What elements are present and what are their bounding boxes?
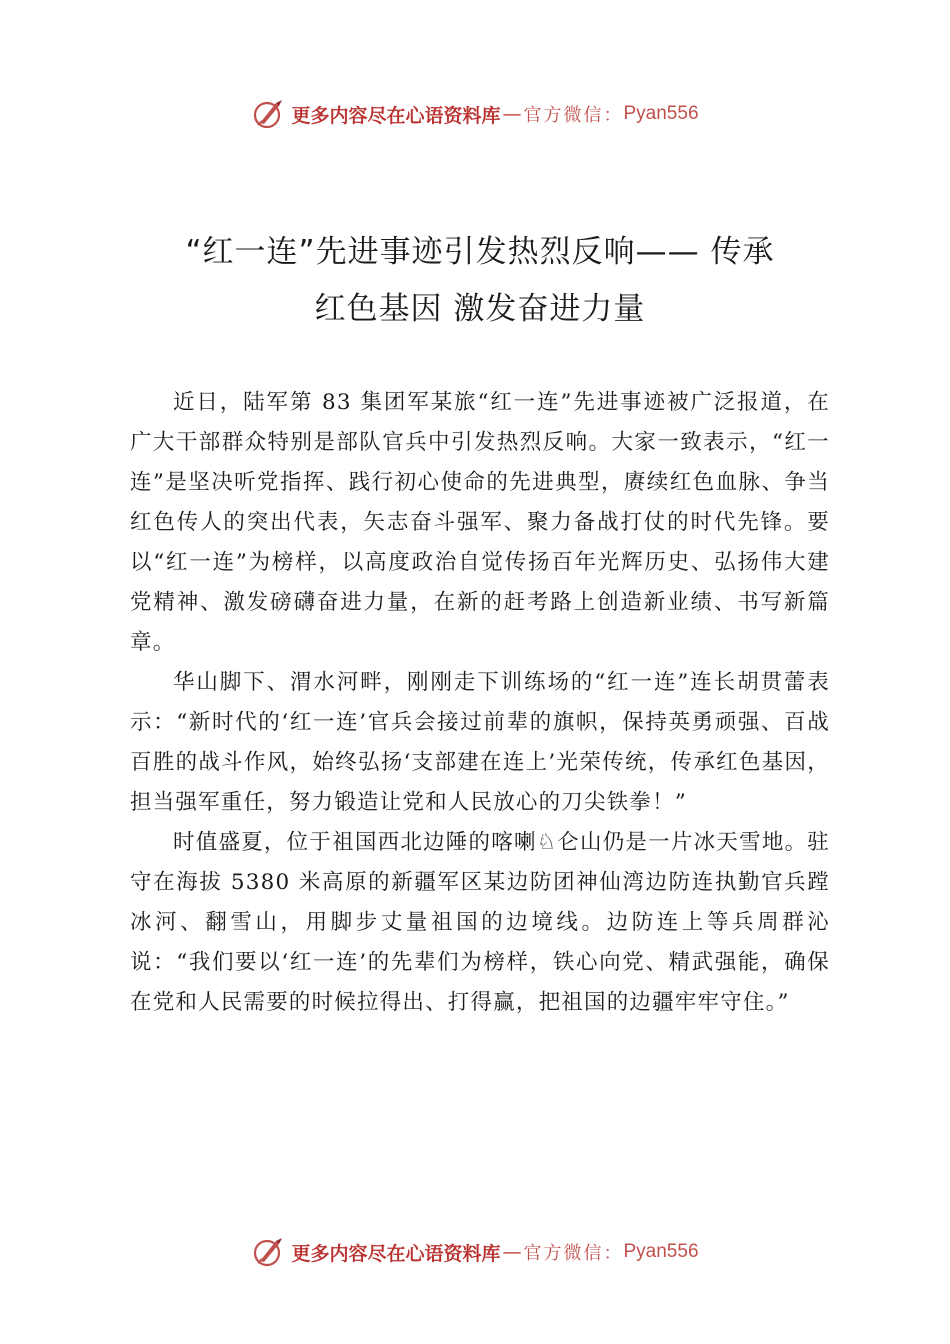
- banner-dash: —: [502, 103, 522, 125]
- banner-label: 官方微信：: [523, 105, 624, 126]
- quill-pen-circle-icon: [251, 97, 285, 131]
- paragraph-3: 时值盛夏，位于祖国西北边陲的喀喇♘仑山仍是一片冰天雪地。驻守在海拔 5380 米高原的新疆军区某边防团神仙湾边防连执勤官兵蹚冰河、翻雪山，用脚步丈量祖国的边境线。边防连上等兵周群沁说：“我们要以‘红一连’的先辈们为榜样，铁心向党、精武强能，确保在党和人民需要的时候拉得出、打得赢，把祖国的边疆牢牢守住。”: [130, 830, 830, 1015]
- banner-dash: —: [502, 1241, 522, 1263]
- paragraph-2: 华山脚下、渭水河畔，刚刚走下训练场的“红一连”连长胡贯蕾表示：“新时代的‘红一连’官兵会接过前辈的旗帜，保持英勇顽强、百战百胜的战斗作风，始终弘扬‘支部建在连上’光荣传统，传承红色基因，担当强军重任，努力锻造让党和人民放心的刀尖铁拳！”: [130, 670, 830, 815]
- quill-pen-circle-icon: [251, 1235, 285, 1269]
- paragraph-1: 近日，陆军第 83 集团军某旅“红一连”先进事迹被广泛报道，在广大干部群众特别是部队官兵中引发热烈反响。大家一致表示，“红一连”是坚决听党指挥、践行初心使命的先进典型，赓续红色血脉、争当红色传人的突出代表，矢志奋斗强军、聚力备战打仗的时代先锋。要以“红一连”为榜样，以高度政治自觉传扬百年光辉历史、弘扬伟大建党精神、激发磅礴奋进力量，在新的赶考路上创造新业绩、书写新篇章。: [130, 390, 830, 655]
- banner-account: Pyan556: [623, 103, 699, 124]
- banner-brand-text: 更多内容尽在心语资料库: [291, 104, 501, 127]
- document-body: [130, 383, 830, 1023]
- footer-banner: [0, 1232, 950, 1272]
- title-line-1: “红一连”先进事迹引发热烈反响—— 传承: [185, 234, 775, 270]
- banner-account: Pyan556: [623, 1241, 699, 1262]
- title-line-2: 红色基因 激发奋进力量: [314, 291, 646, 327]
- banner-label: 官方微信：: [523, 1243, 624, 1264]
- document-title: [130, 224, 830, 338]
- header-banner: [0, 94, 950, 134]
- banner-brand-text: 更多内容尽在心语资料库: [291, 1242, 501, 1265]
